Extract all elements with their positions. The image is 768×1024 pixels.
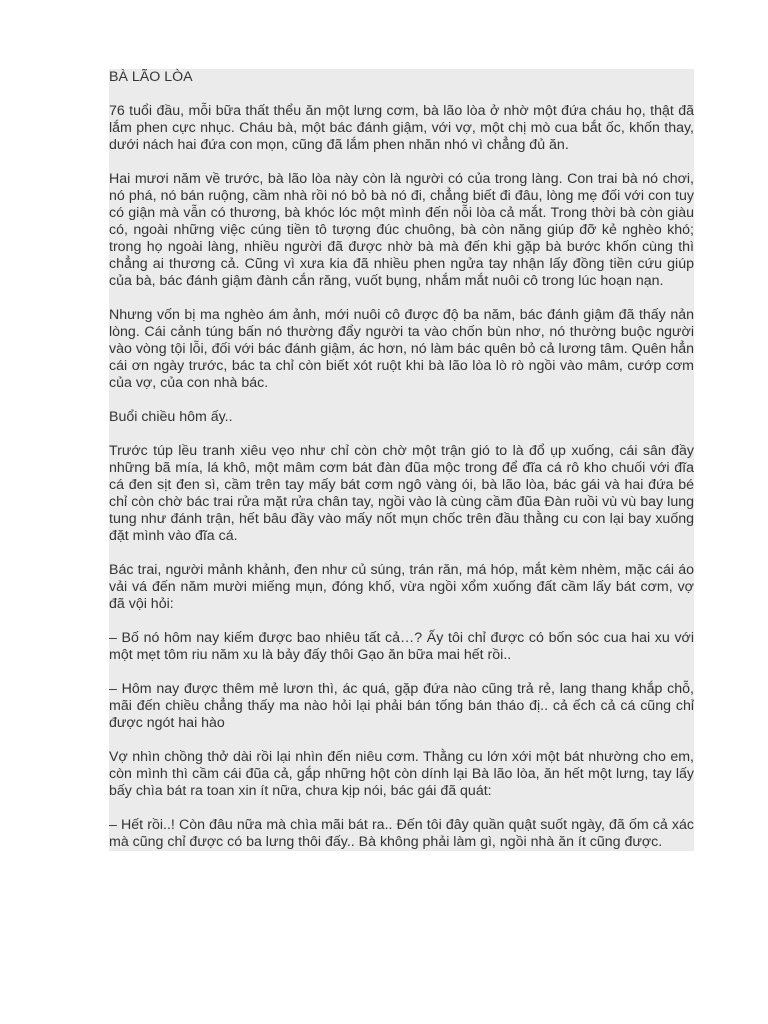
- paragraph-9: Vợ nhìn chồng thở dài rồi lại nhìn đến niêu cơm. Thằng cu lớn xới một bát nhường cho em, còn mình thì cầm cái đũa cả, gắp những hột còn dính lại Bà lão lòa, ăn hết một lưng, tay lấy bấy chìa bát ra toan xin ít nữa, chưa kịp nói, bác gái đã quát:: [109, 749, 694, 799]
- paragraph-2: Hai mươi năm về trước, bà lão lòa này còn là người có của trong làng. Con trai bà nó chơi, nó phá, nó bán ruộng, cầm nhà rồi nó bỏ bà nó đi, chẳng biết đi đâu, lòng mẹ đối với con tuy có giận mà vẫn có thương, bà khóc lóc một mình đến nỗi lòa cả mắt. Trong thời bà còn giàu có, ngoài những việc cúng tiền tô tượng đúc chuông, bà còn năng giúp đỡ kẻ nghèo khó; trong họ ngoài làng, nhiều người đã được nhờ bà mà đến khi gặp bà bước khốn cùng thì chẳng ai thương cả. Cũng vì xưa kia đã nhiều phen ngửa tay nhận lấy đồng tiền cứu giúp của bà, bác đánh giậm đành cắn răng, vuốt bụng, nhắm mắt nuôi cô trong lúc hoạn nạn.: [109, 171, 694, 289]
- document-title: BÀ LÃO LÒA: [109, 69, 193, 85]
- story-text-block: [109, 69, 694, 851]
- paragraph-3: Nhưng vốn bị ma nghèo ám ảnh, mới nuôi cô được độ ba năm, bác đánh giậm đã thấy nản lòng. Cái cảnh túng bấn nó thường đẩy người ta vào chốn bùn nhơ, nó thường buộc người vào vòng tội lỗi, đối với bác đánh giậm, ác hơn, nó làm bác quên bỏ cả lương tâm. Quên hẳn cái ơn ngày trước, bác ta chỉ còn biết xót ruột khi bà lão lòa lò rò ngồi vào mâm, cướp cơm của vợ, của con nhà bác.: [109, 307, 694, 391]
- paragraph-4: Buổi chiều hôm ấy..: [109, 409, 233, 425]
- paragraph-8: – Hôm nay được thêm mẻ lươn thì, ác quá, gặp đứa nào cũng trả rẻ, lang thang khắp chỗ, mãi đến chiều chẳng thấy ma nào hỏi lại phải bán tống bán tháo đị.. cả ếch cả cá cũng chỉ được ngót hai hào: [109, 681, 694, 731]
- paragraph-5: Trước túp lều tranh xiêu vẹo như chỉ còn chờ một trận gió to là đổ ụp xuống, cái sân đầy những bã mía, lá khô, một mâm cơm bát đàn đũa mộc trong để đĩa cá rô kho chuối với đĩa cá đen sịt đen sì, cầm trên tay mấy bát cơm ngô vàng ói, bà lão lòa, bác gái và hai đứa bé chỉ còn chờ bác trai rửa mặt rửa chân tay, ngồi vào là cùng cầm đũa Đàn ruồi vù vù bay lung tung như đánh trận, hết bâu đầy vào mấy nốt mụn chốc trên đầu thằng cu con lại bay xuống đặt mình vào đĩa cá.: [109, 443, 694, 544]
- paragraph-10: – Hết rồi..! Còn đâu nữa mà chìa mãi bát ra.. Đến tôi đây quần quật suốt ngày, đã ốm cả xác mà cũng chỉ được có ba lưng thôi đấy.. Bà không phải làm gì, ngồi nhà ăn ít cũng được.: [109, 817, 694, 850]
- paragraph-7: – Bố nó hôm nay kiếm được bao nhiêu tất cả…? Ấy tôi chỉ được có bốn sóc cua hai xu với một mẹt tôm riu năm xu là bảy đấy thôi Gạo ăn bữa mai hết rồi..: [109, 630, 694, 663]
- paragraph-1: 76 tuổi đầu, mỗi bữa thất thểu ăn một lưng cơm, bà lão lòa ở nhờ một đứa cháu họ, thật đã lắm phen cực nhục. Cháu bà, một bác đánh giậm, với vợ, một chị mò cua bắt ốc, khốn thay, dưới nách hai đứa con mọn, cũng đã lắm phen nhăn nhó vì chẳng đủ ăn.: [109, 103, 694, 153]
- paragraph-6: Bác trai, người mảnh khảnh, đen như củ súng, trán răn, má hóp, mắt kèm nhèm, mặc cái áo vải vá đến năm mười miếng mụn, đóng khố, vừa ngồi xổm xuống đất cầm lấy bát cơm, vợ đã vội hỏi:: [109, 562, 694, 612]
